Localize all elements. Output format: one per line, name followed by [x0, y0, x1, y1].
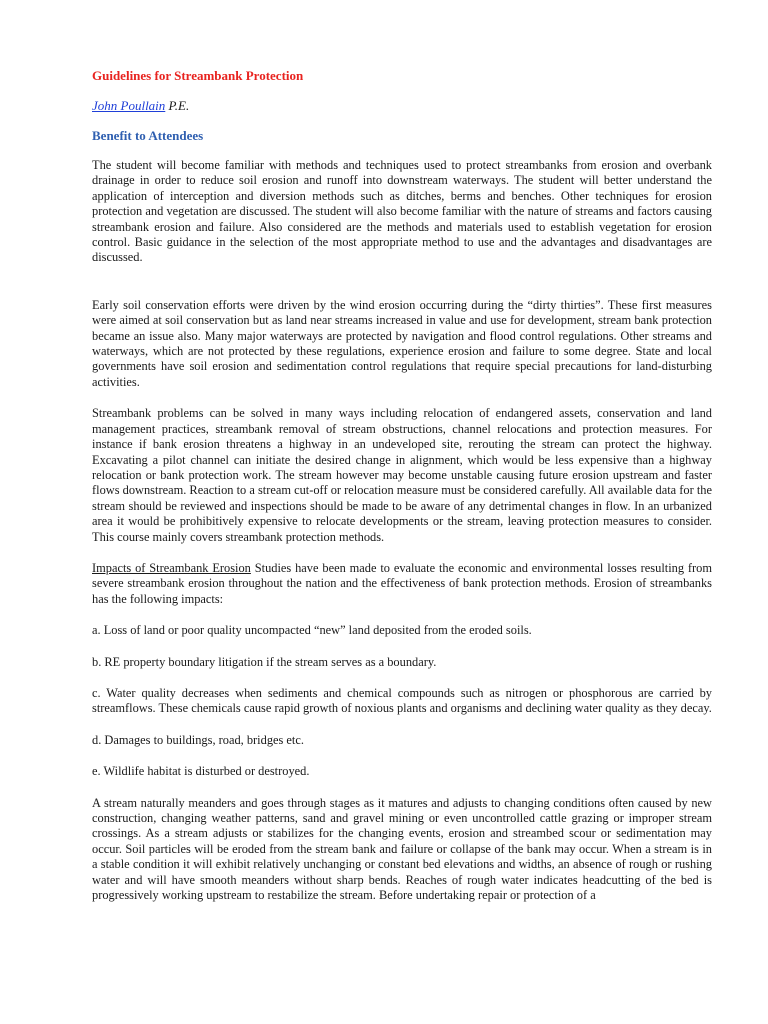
impact-item-d: d. Damages to buildings, road, bridges etc. [92, 732, 304, 747]
document-page [92, 68, 712, 903]
streambank-problems-paragraph: Streambank problems can be solved in many ways including relocation of endangered assets, conservation and land management practices, streambank removal of stream obstructions, channel relocations and protection measures. For instance if bank erosion threatens a highway in an undeveloped site, rerouting the stream can protect the highway. Excavating a pilot channel can initiate the desired change in alignment, which would be less expensive than a highway relocation or bank protection work. The stream however may become unstable causing future erosion upstream and faster flows downstream. Reaction to a stream cut-off or relocation measure must be considered carefully. All available data for the stream should be reviewed and inspections should be made to be aware of any detrimental changes in flow. In an urbanized area it would be prohibitively expensive to relocate developments or the stream, leaving protection measures to consider. This course mainly covers streambank protection methods. [92, 406, 712, 544]
impact-item-b: b. RE property boundary litigation if the stream serves as a boundary. [92, 654, 437, 669]
impact-item-a: a. Loss of land or poor quality uncompacted “new” land deposited from the eroded soils. [92, 623, 532, 638]
impact-item-c: c. Water quality decreases when sediments and chemical compounds such as nitrogen or phosphorous are carried by streamflows. These chemicals cause rapid growth of noxious plants and organisms and declining water quality as they decay. [92, 685, 712, 716]
author-line [92, 98, 712, 114]
impacts-text: Studies have been made to evaluate the economic and environmental losses resulting from severe streambank erosion throughout the nation and the effectiveness of bank protection methods. Erosion of streambanks has the following impacts: [92, 560, 712, 606]
impacts-heading: Impacts of Streambank Erosion [92, 560, 251, 575]
document-title: Guidelines for Streambank Protection [92, 68, 304, 83]
impacts-paragraph [92, 561, 712, 607]
meanders-paragraph: A stream naturally meanders and goes through stages as it matures and adjusts to changing conditions often caused by new construction, changing weather patterns, sand and gravel mining or even uncontrolled cattle grazing or improper stream crossings. As a stream adjusts or stabilizes for the changing events, erosion and streambed scour or sedimentation may occur. Soil particles will be eroded from the stream bank and failure or collapse of the bank may occur. When a stream is in a stable condition it will exhibit relatively unchanging or constant bed elevations and widths, an absence of rough or rushing water and will have smooth meanders without sharp bends. Reaches of rough water indicates headcutting of the bed is progressively working upstream to restabilize the stream. Before undertaking repair or protection of a [92, 795, 712, 903]
early-efforts-paragraph: Early soil conservation efforts were driven by the wind erosion occurring during the “dirty thirties”. These first measures were aimed at soil conservation but as land near streams increased in value and use for development, stream bank protection became an issue also. Many major waterways are protected by navigation and flood control regulations. Other streams and waterways, which are not protected by these regulations, experience erosion and failure to some degree. State and local governments have soil erosion and sedimentation control regulations that require special precautions for land-disturbing activities. [92, 297, 712, 389]
impact-item-e: e. Wildlife habitat is disturbed or destroyed. [92, 764, 310, 779]
author-link[interactable]: John Poullain [92, 98, 166, 113]
author-credential: P.E. [165, 98, 190, 113]
benefit-heading: Benefit to Attendees [92, 128, 204, 143]
benefit-paragraph: The student will become familiar with methods and techniques used to protect streambanks from erosion and overbank drainage in order to reduce soil erosion and runoff into downstream waterways. The student will better understand the application of interception and diversion methods such as ditches, berms and benches. Other techniques for erosion protection and vegetation are discussed. The student will also become familiar with the nature of streams and factors causing streambank erosion and failure. Also considered are the methods and materials used to establish vegetation for erosion control. Basic guidance in the selection of the most appropriate method to use and the advantages and disadvantages are discussed. [92, 158, 712, 265]
